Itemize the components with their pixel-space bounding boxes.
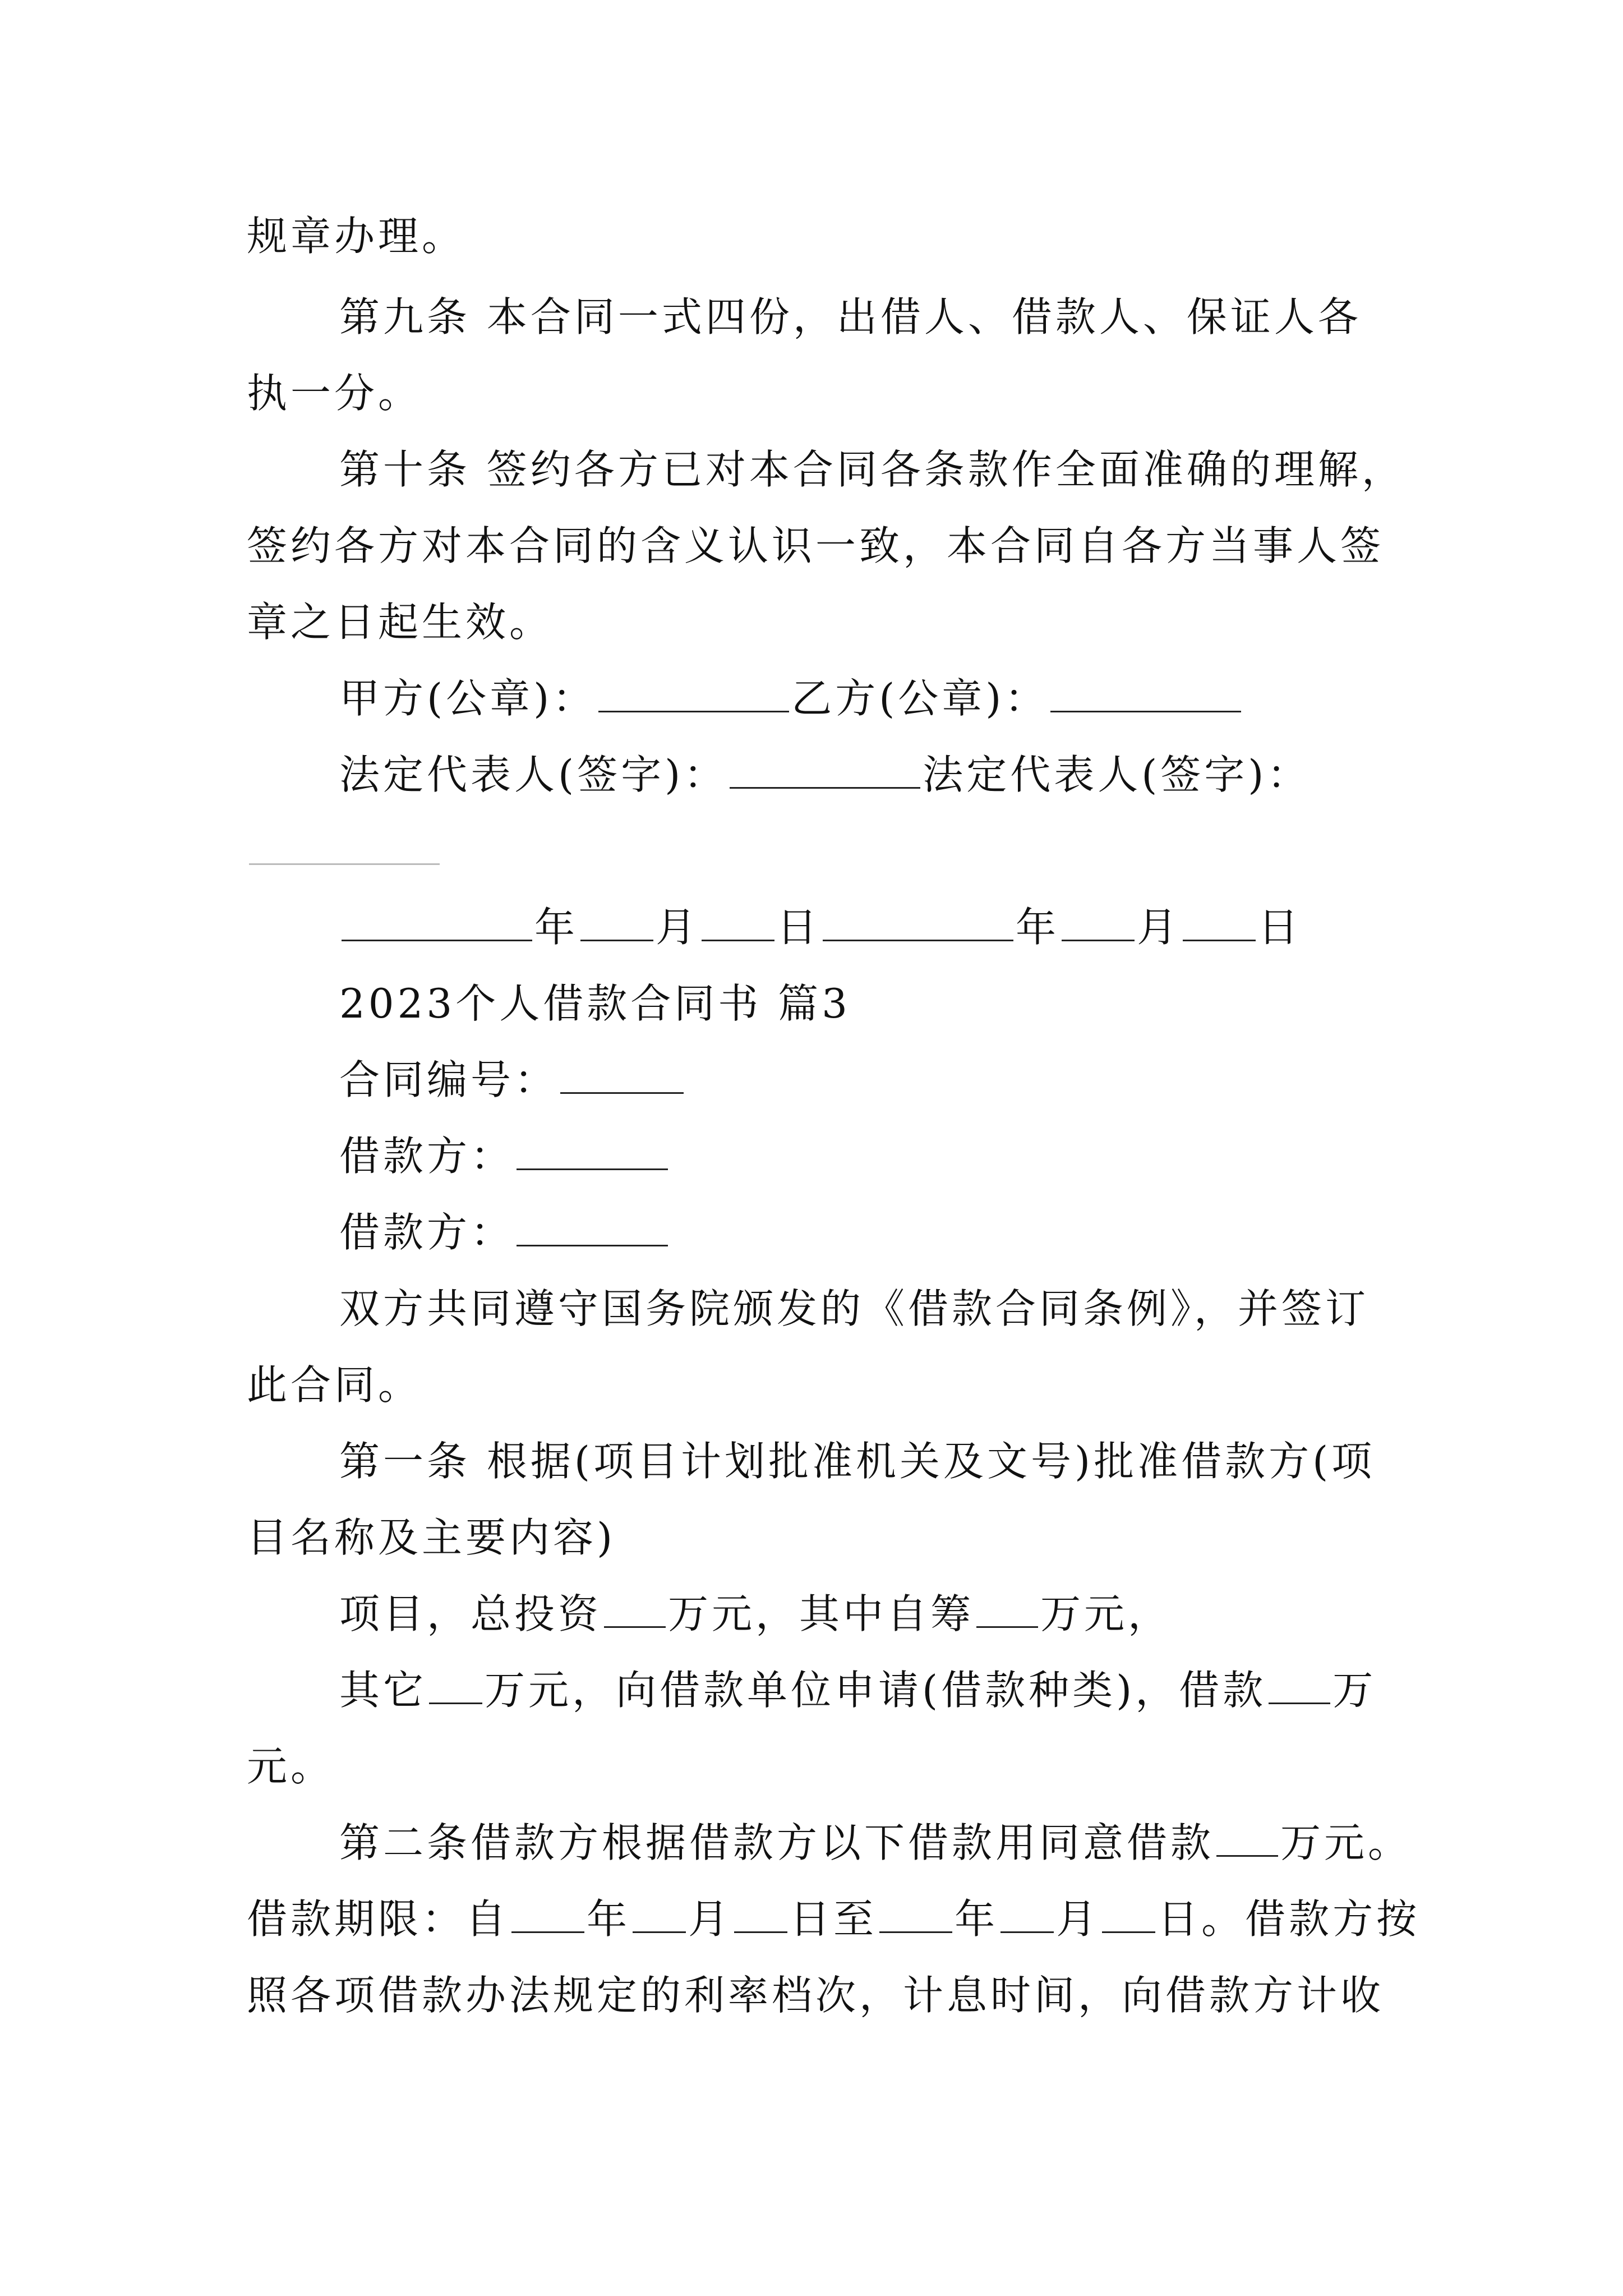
month-label: 月 [1137,904,1181,951]
section-title: 2023个人借款合同书 篇3 [339,980,851,1027]
text-segment: 万 [1332,1667,1377,1714]
year-label: 年 [1016,904,1060,951]
loan-period-line [247,1894,1420,1944]
borrower-label: 借款方： [339,1209,515,1256]
text-line: 执一分。 [247,370,422,417]
text-line: 第九条 本合同一式四份，出借人、借款人、保证人各 [339,293,1362,341]
self-raised-blank[interactable] [976,1591,1038,1628]
text-line: 第十条 签约各方已对本合同各条款作全面准确的理解， [339,446,1405,493]
contract-no-line [339,1055,686,1105]
agreed-loan-blank[interactable] [1216,1820,1278,1857]
text-line: 目名称及主要内容) [247,1514,616,1561]
rep-b-label: 法定代表人(签字)： [923,751,1311,798]
text-segment: 日至 [790,1895,878,1943]
total-investment-blank[interactable] [604,1591,666,1628]
text-segment: 万元，其中自筹 [668,1590,975,1637]
text-line: 章之日起生效。 [247,599,554,646]
loan-amount-blank[interactable] [1269,1668,1330,1704]
rep-b-blank-line [247,826,442,876]
date-line [339,902,1302,953]
day-label: 日 [777,904,821,951]
text-segment: 万元，向借款单位申请(借款种类)，借款 [485,1667,1267,1714]
text-line: 此合同。 [247,1361,422,1409]
text-segment: 其它 [339,1667,427,1714]
end-year-blank[interactable] [879,1897,952,1933]
end-month-blank[interactable] [1000,1897,1054,1933]
other-funds-line [339,1665,1376,1715]
borrower-line-1 [339,1131,670,1181]
contract-no-label: 合同编号： [339,1056,559,1103]
text-line: 双方共同遵守国务院颁发的《借款合同条例》，并签订 [339,1285,1370,1332]
text-segment: 日。借款方按 [1158,1895,1421,1943]
party-a-blank[interactable] [598,676,789,712]
signature-line [339,673,1243,724]
other-funds-blank[interactable] [429,1668,482,1704]
party-b-label: 乙方(公章)： [791,675,1049,722]
month-b-blank[interactable] [1062,905,1135,941]
borrower-label: 借款方： [339,1133,515,1180]
text-segment: 月 [1056,1895,1100,1943]
text-segment: 年 [955,1895,999,1943]
borrower-blank[interactable] [517,1210,668,1246]
rep-a-blank[interactable] [730,752,920,789]
text-segment: 月 [688,1895,732,1943]
investment-line [339,1589,1172,1639]
text-segment: 第二条借款方根据借款方以下借款用同意借款 [339,1819,1215,1866]
text-line: 规章办理。 [247,213,466,260]
year-label: 年 [534,904,579,951]
text-segment: 万元， [1040,1590,1172,1637]
day-b-blank[interactable] [1183,905,1256,941]
year-b-blank[interactable] [823,905,1013,941]
month-label: 月 [656,904,700,951]
day-a-blank[interactable] [702,905,774,941]
day-label: 日 [1258,904,1302,951]
text-segment: 万元。 [1280,1819,1412,1866]
start-day-blank[interactable] [734,1897,787,1933]
contract-no-blank[interactable] [560,1057,684,1094]
borrower-blank[interactable] [517,1134,668,1170]
rep-a-label: 法定代表人(签字)： [339,751,728,798]
month-a-blank[interactable] [580,905,653,941]
text-line: 第一条 根据(项目计划批准机关及文号)批准借款方(项 [339,1438,1376,1485]
article2-line [339,1818,1412,1868]
text-line: 签约各方对本合同的含义认识一致，本合同自各方当事人签 [247,522,1385,569]
party-a-label: 甲方(公章)： [339,675,597,722]
text-segment: 项目，总投资 [339,1590,602,1637]
rep-b-blank[interactable] [249,829,440,865]
rep-signature-line [339,749,1311,800]
party-b-blank[interactable] [1050,676,1241,712]
text-segment: 借款期限：自 [247,1895,510,1943]
text-line: 元。 [247,1743,335,1790]
borrower-line-2 [339,1207,670,1258]
start-month-blank[interactable] [633,1897,686,1933]
text-line: 照各项借款办法规定的利率档次，计息时间，向借款方计收 [247,1972,1385,2019]
start-year-blank[interactable] [511,1897,584,1933]
year-a-blank[interactable] [342,905,532,941]
text-segment: 年 [587,1895,631,1943]
end-day-blank[interactable] [1102,1897,1155,1933]
